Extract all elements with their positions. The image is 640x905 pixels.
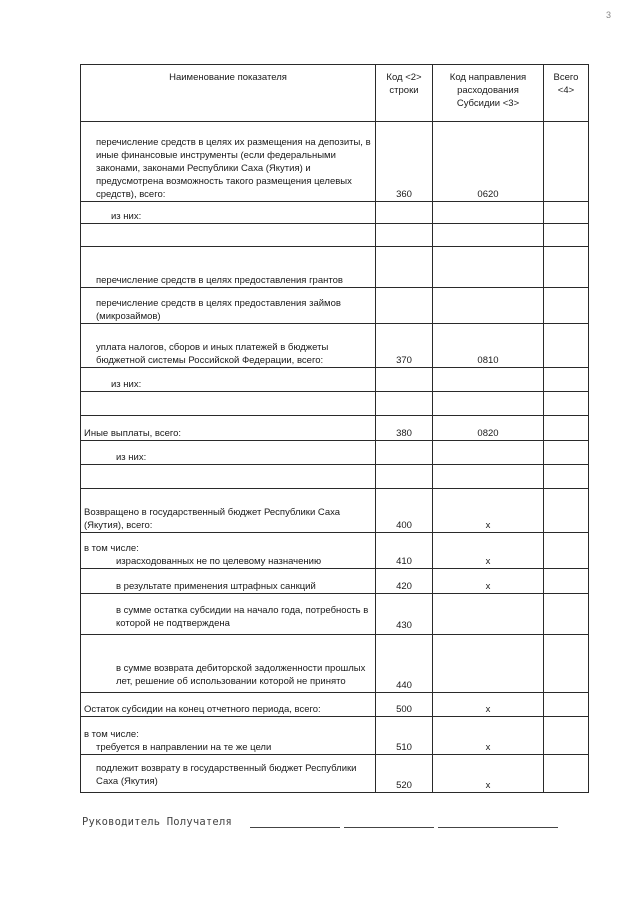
row-name: перечисление средств в целях их размещения на депозиты, в иные финансовые инструменты (если федеральными законами, законами Республики Саха (Якутия) и предусмотрена возможность такого размещения целевых средств), всего: — [81, 122, 376, 202]
signature-line[interactable] — [438, 827, 558, 828]
table-row-420 — [81, 569, 589, 594]
row-name: в сумме остатка субсидии на начало года, потребность в которой не подтверждена — [81, 594, 376, 635]
row-total[interactable] — [544, 717, 589, 755]
row-direction: 0820 — [433, 416, 544, 441]
table-row — [81, 441, 589, 465]
row-total[interactable] — [544, 594, 589, 635]
row-code: 410 — [376, 533, 433, 569]
row-total[interactable] — [544, 465, 589, 489]
row-subname: израсходованных не по целевому назначению — [116, 556, 322, 567]
row-direction: 0620 — [433, 122, 544, 202]
row-direction — [433, 594, 544, 635]
row-direction: x — [433, 489, 544, 533]
table-row — [81, 392, 589, 416]
row-prefix: в том числе: — [84, 543, 139, 554]
row-name: перечисление средств в целях предоставления грантов — [81, 247, 376, 288]
header-row — [81, 65, 589, 122]
row-direction — [433, 465, 544, 489]
row-name: Иные выплаты, всего: — [81, 416, 376, 441]
row-total[interactable] — [544, 224, 589, 247]
row-direction — [433, 202, 544, 224]
table-row — [81, 465, 589, 489]
row-direction — [433, 441, 544, 465]
row-total[interactable] — [544, 392, 589, 416]
row-name: из них: — [81, 202, 376, 224]
row-name: перечисление средств в целях предоставления займов (микрозаймов) — [81, 288, 376, 324]
table-row-440 — [81, 635, 589, 693]
row-total[interactable] — [544, 569, 589, 594]
row-total[interactable] — [544, 693, 589, 717]
row-direction: x — [433, 569, 544, 594]
row-total[interactable] — [544, 416, 589, 441]
table-row-520 — [81, 755, 589, 793]
report-table — [80, 64, 589, 793]
row-name: в результате применения штрафных санкций — [81, 569, 376, 594]
row-direction — [433, 368, 544, 392]
row-name: из них: — [81, 368, 376, 392]
row-code: 380 — [376, 416, 433, 441]
table-row-360 — [81, 122, 589, 202]
row-code: 360 — [376, 122, 433, 202]
row-name: Остаток субсидии на конец отчетного периода, всего: — [81, 693, 376, 717]
table-row — [81, 224, 589, 247]
table-row-510 — [81, 717, 589, 755]
row-direction — [433, 635, 544, 693]
row-direction: x — [433, 755, 544, 793]
row-code — [376, 224, 433, 247]
row-name — [81, 465, 376, 489]
row-direction: 0810 — [433, 324, 544, 368]
row-subname: требуется в направлении на те же цели — [96, 742, 272, 753]
row-direction: x — [433, 693, 544, 717]
table-row-370 — [81, 324, 589, 368]
header-code: Код <2> строки — [376, 65, 433, 122]
row-direction — [433, 288, 544, 324]
row-code: 510 — [376, 717, 433, 755]
row-name: подлежит возврату в государственный бюджет Республики Саха (Якутия) — [81, 755, 376, 793]
row-direction — [433, 392, 544, 416]
header-name: Наименование показателя — [81, 65, 376, 122]
row-code — [376, 392, 433, 416]
row-prefix: в том числе: — [84, 729, 139, 740]
header-direction: Код направления расходования Субсидии <3> — [433, 65, 544, 122]
row-name: Возвращено в государственный бюджет Республики Саха (Якутия), всего: — [81, 489, 376, 533]
row-code — [376, 465, 433, 489]
row-total[interactable] — [544, 122, 589, 202]
row-name: в сумме возврата дебиторской задолженности прошлых лет, решение об использовании которой не принято — [81, 635, 376, 693]
row-total[interactable] — [544, 441, 589, 465]
row-total[interactable] — [544, 489, 589, 533]
row-name — [81, 717, 376, 755]
row-total[interactable] — [544, 533, 589, 569]
row-total[interactable] — [544, 635, 589, 693]
row-total[interactable] — [544, 247, 589, 288]
signature-line[interactable] — [344, 827, 434, 828]
table-row — [81, 288, 589, 324]
row-code: 400 — [376, 489, 433, 533]
row-direction — [433, 224, 544, 247]
table-row — [81, 368, 589, 392]
row-name: уплата налогов, сборов и иных платежей в бюджеты бюджетной системы Российской Федерации, всего: — [81, 324, 376, 368]
row-direction: x — [433, 717, 544, 755]
row-total[interactable] — [544, 202, 589, 224]
signature-line[interactable] — [250, 827, 340, 828]
table-row — [81, 247, 589, 288]
row-direction — [433, 247, 544, 288]
table-row — [81, 202, 589, 224]
row-total[interactable] — [544, 368, 589, 392]
table-row-400 — [81, 489, 589, 533]
row-code — [376, 288, 433, 324]
row-name — [81, 392, 376, 416]
page-corner-mark: 3 — [606, 10, 612, 20]
row-name — [81, 224, 376, 247]
row-code: 520 — [376, 755, 433, 793]
table-row-430 — [81, 594, 589, 635]
table-row-410 — [81, 533, 589, 569]
row-code — [376, 368, 433, 392]
row-code: 370 — [376, 324, 433, 368]
table-row-380 — [81, 416, 589, 441]
row-direction: x — [433, 533, 544, 569]
header-total: Всего <4> — [544, 65, 589, 122]
row-total[interactable] — [544, 324, 589, 368]
row-code: 420 — [376, 569, 433, 594]
table-row-500 — [81, 693, 589, 717]
row-total[interactable] — [544, 288, 589, 324]
row-code — [376, 441, 433, 465]
signature-label: Руководитель Получателя — [82, 816, 232, 828]
row-code: 440 — [376, 635, 433, 693]
row-code: 500 — [376, 693, 433, 717]
row-code — [376, 202, 433, 224]
row-name: из них: — [81, 441, 376, 465]
row-code: 430 — [376, 594, 433, 635]
row-code — [376, 247, 433, 288]
row-name — [81, 533, 376, 569]
row-total[interactable] — [544, 755, 589, 793]
